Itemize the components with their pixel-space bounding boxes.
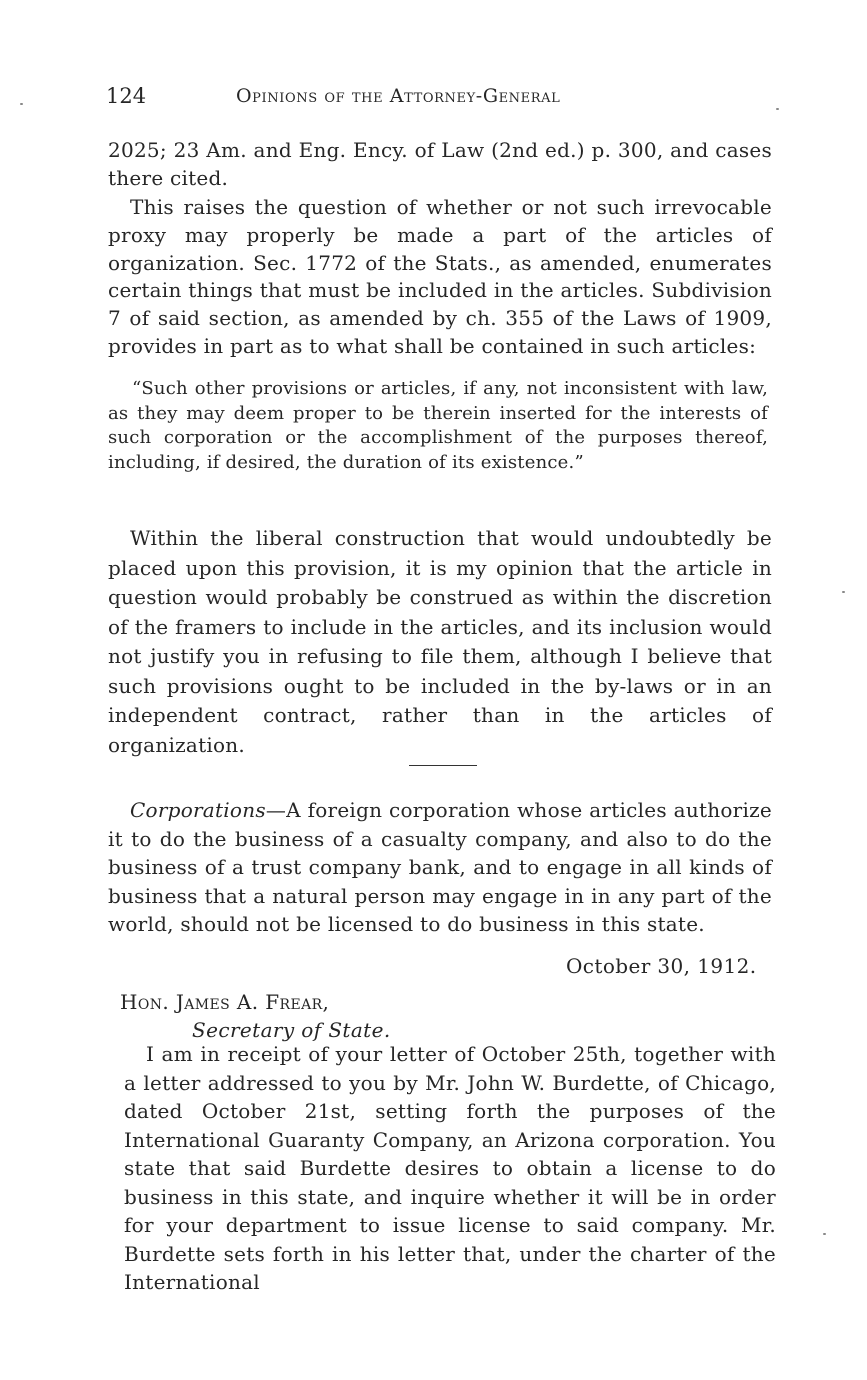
addressee-name: Hon. James A. Frear,: [120, 990, 330, 1014]
scan-speck: [20, 103, 23, 105]
running-head-title: Opinions of the Attorney-General: [236, 85, 561, 107]
conclusion-paragraph: Within the liberal construction that would undoubtedly be placed upon this provision, it is my opinion that the article in question would probably be construed as within the discretion of the framers to include in the articles, and its inclusion would not justify you in refusing to file them, although I believe that such provisions ought to be included in the by-laws or in an independent contract, rather than in the articles of organization.: [108, 526, 772, 757]
quoted-provision: “Such other provisions or articles, if any, not inconsistent with law, as they may deem proper to be therein inserted for the interests of such corporation or the accomplishment of the purposes thereof, including, if desired, the duration of its existence.”: [108, 378, 768, 473]
scan-speck: [842, 591, 845, 593]
headnote-text: —A foreign corporation whose articles authorize it to do the business of a casualty company, and also to do the business of a trust company bank, and to engage in all kinds of business that a natural person may engage in in any part of the world, should not be licensed to do business in this state.: [108, 798, 772, 936]
scan-speck: [776, 108, 779, 110]
headnote-label: Corporations: [130, 798, 266, 822]
opinion-body-paragraph: I am in receipt of your letter of October 25th, together with a letter addressed to you by Mr. John W. Burdette, of Chicago, dated October 21st, setting forth the purposes of the International Guaranty Company, an Arizona corporation. You state that said Burdette desires to obtain a license to do business in this state, and inquire whether it will be in order for your department to issue license to said company. Mr. Burdette sets forth in his letter that, under the charter of the International: [124, 1042, 776, 1294]
citation-paragraph: 2025; 23 Am. and Eng. Ency. of Law (2nd ed.) p. 300, and cases there cited.: [108, 138, 772, 190]
question-paragraph: This raises the question of whether or not such irrevocable proxy may properly be made a part of the articles of organization. Sec. 1772 of the Stats., as amended, enumerates certain things that must be included in the articles. Subdivision 7 of said section, as amended by ch. 355 of the Laws of 1909, provides in part as to what shall be contained in such articles:: [108, 195, 772, 358]
headnote-paragraph: [108, 796, 772, 939]
addressee-title: Secretary of State.: [192, 1018, 391, 1042]
scan-speck: [823, 1233, 826, 1235]
section-divider: [409, 765, 477, 766]
page-number: 124: [106, 84, 147, 108]
running-head: [106, 84, 786, 110]
opinion-date: October 30, 1912.: [566, 954, 757, 978]
